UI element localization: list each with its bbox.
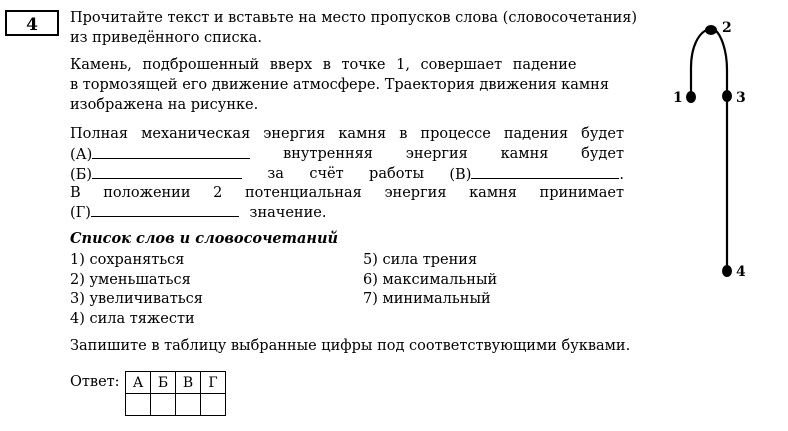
list-item: 6) максимальный (363, 271, 498, 288)
answer-cell-v[interactable] (176, 394, 201, 416)
word: внутренняя (283, 146, 373, 162)
word: потенциальная (244, 185, 362, 201)
point-4-dot (722, 265, 732, 277)
word: падения (503, 126, 569, 142)
word: энергия (384, 185, 447, 201)
word: в (399, 126, 408, 142)
point-1-dot (686, 91, 696, 103)
answer-instruction: Запишите в таблицу выбранные цифры под соответствующими буквами. (70, 338, 631, 354)
word: механическая (141, 126, 251, 142)
gap-b[interactable] (70, 164, 242, 185)
gap-v-label: (В) (449, 167, 472, 183)
word: принимает (539, 185, 624, 201)
word: процессе (420, 126, 491, 142)
paragraph-line-1 (70, 124, 624, 144)
answer-input-row (126, 394, 226, 416)
list-item: 7) минимальный (363, 291, 491, 307)
gap-b-label: (Б) (70, 167, 92, 183)
point-4-label: 4 (736, 264, 746, 280)
paragraph-line-4 (70, 183, 624, 203)
gap-a[interactable] (70, 144, 250, 165)
intro-text-1: Камень, подброшенный вверх в точке 1, совершает падение (70, 57, 577, 73)
word: положении (103, 185, 191, 201)
instruction-line-1: Прочитайте текст и вставьте на место пропусков слова (словосочетания) (70, 10, 638, 26)
word: счёт (309, 166, 344, 182)
period: . (619, 167, 624, 183)
point-1-label: 1 (673, 90, 683, 106)
trajectory-figure (665, 10, 760, 290)
list-item: 5) сила трения (363, 252, 478, 268)
word-list-left (70, 251, 203, 329)
word: камня (338, 126, 387, 142)
point-2-label: 2 (722, 20, 732, 36)
intro-line-1 (70, 55, 624, 75)
answer-table (125, 371, 226, 416)
point-2-dot (705, 25, 717, 35)
word-list-right (363, 251, 497, 310)
list-item: 4) сила тяжести (70, 310, 195, 327)
gap-b-blank[interactable] (92, 164, 242, 179)
gap-v-blank[interactable] (471, 164, 619, 179)
instruction-line-2: из приведённого списка. (70, 30, 262, 46)
answer-col-g: Г (201, 372, 226, 394)
answer-label: Ответ: (70, 374, 120, 390)
gap-a-blank[interactable] (92, 144, 250, 159)
list-item: 2) уменьшаться (70, 271, 191, 288)
answer-col-v: В (176, 372, 201, 394)
intro-line-2: в тормозящей его движение атмосфере. Траектория движения камня (70, 77, 609, 93)
intro-line-3: изображена на рисунке. (70, 97, 259, 113)
gap-g[interactable] (70, 205, 239, 221)
word-list-title: Список слов и словосочетаний (70, 230, 339, 247)
gap-g-label: (Г) (70, 205, 91, 221)
ascent-path (691, 29, 709, 96)
gap-a-label: (А) (70, 147, 93, 163)
word: энергия (405, 146, 468, 162)
answer-cell-b[interactable] (151, 394, 176, 416)
word: за (267, 166, 284, 182)
point-3-dot (722, 90, 732, 102)
gap-g-blank[interactable] (91, 202, 239, 217)
answer-cell-a[interactable] (126, 394, 151, 416)
descent-path (714, 29, 727, 272)
gap-v[interactable] (449, 164, 624, 185)
paragraph-line-5 (70, 202, 326, 223)
answer-cell-g[interactable] (201, 394, 226, 416)
word: В (70, 185, 81, 201)
list-item: 3) увеличиваться (70, 291, 203, 307)
word: камня (500, 146, 549, 162)
answer-header-row (126, 372, 226, 394)
paragraph-line-3 (70, 164, 624, 185)
word: значение. (249, 205, 327, 221)
answer-col-a: А (126, 372, 151, 394)
word: камня (469, 185, 517, 201)
point-3-label: 3 (736, 90, 746, 106)
answer-col-b: Б (151, 372, 176, 394)
word: 2 (213, 185, 223, 201)
word: работы (369, 166, 424, 182)
paragraph-line-2 (70, 144, 624, 165)
word: энергия (263, 126, 326, 142)
word: будет (581, 126, 624, 142)
word: Полная (70, 126, 129, 142)
word: будет (581, 146, 624, 162)
task-number: 4 (5, 10, 59, 36)
list-item: 1) сохраняться (70, 252, 185, 268)
